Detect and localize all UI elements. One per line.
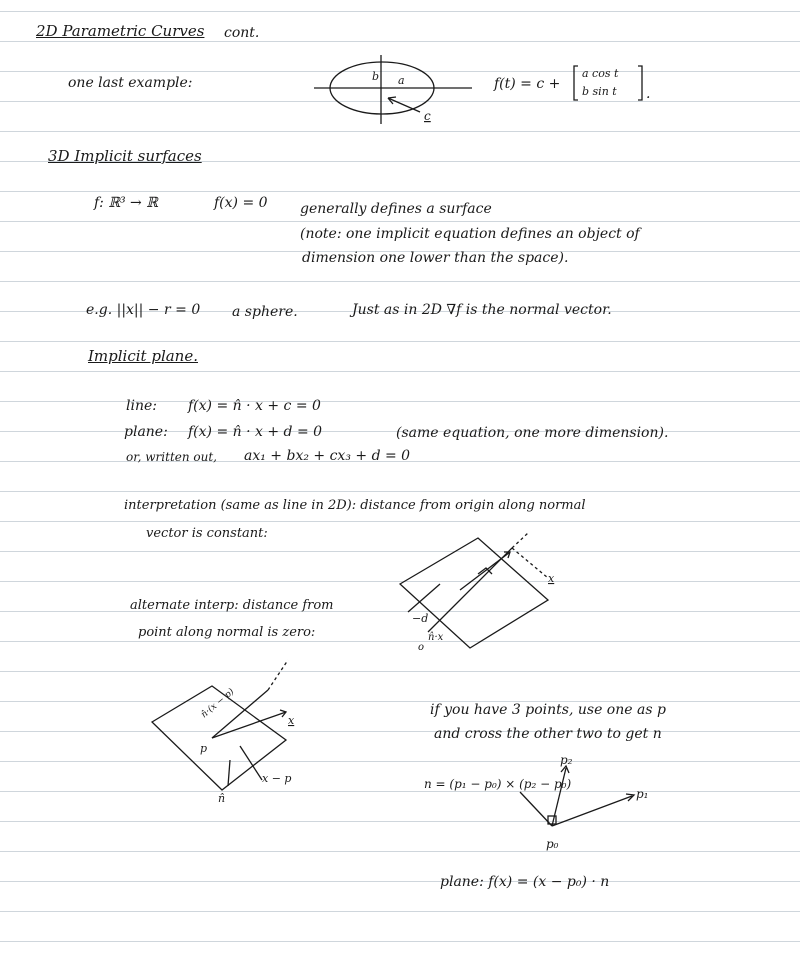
ellipse-figure — [314, 55, 472, 124]
mapping-r3-to-r: f: ℝ³ → ℝ — [94, 195, 158, 211]
parametric-formula-row2: b sin t — [582, 85, 617, 98]
implicit-equation: f(x) = 0 — [214, 195, 268, 211]
three-points-line-1: if you have 3 points, use one as p — [430, 702, 666, 718]
three-points-figure — [520, 766, 634, 826]
normal-cross-formula: n = (p₁ − p₀) × (p₂ − p₀) — [424, 777, 572, 791]
surface-line-3: dimension one lower than the space). — [302, 250, 569, 266]
plane-distance-figure — [400, 533, 548, 648]
surface-line-1: generally defines a surface — [300, 201, 492, 217]
heading-parametric-curves: 2D Parametric Curves — [36, 22, 205, 40]
p1-vector — [552, 796, 632, 826]
cont-note: cont. — [224, 25, 260, 41]
alternate-interp-line-2: point along normal is zero: — [138, 625, 316, 640]
cross-product-arrow — [520, 792, 552, 826]
fig2-label-x: x — [288, 714, 295, 727]
fig1-label-o: o — [418, 642, 425, 653]
plane-equation: f(x) = n̂ · x + d = 0 — [188, 424, 323, 440]
ellipse-label-b: b — [372, 70, 380, 83]
three-points-line-2: and cross the other two to get n — [434, 726, 662, 742]
fig2-label-nxp: n̂·(x − p) — [199, 687, 237, 721]
line-label: line: — [126, 398, 157, 414]
plane-equation-note: (same equation, one more dimension). — [396, 425, 669, 441]
interpretation-line-2: vector is constant: — [146, 526, 268, 541]
x-minus-p-vector — [212, 712, 286, 738]
fig1-label-x: x — [548, 572, 555, 585]
xp-pointer — [240, 746, 262, 780]
d-measure — [408, 584, 440, 612]
ellipse-label-c: c — [424, 109, 431, 123]
plane-final-equation: plane: f(x) = (x − p₀) · n — [440, 874, 610, 890]
n-pointer — [228, 760, 230, 786]
fig2-label-n: n̂ — [218, 792, 226, 805]
plane-label: plane: — [124, 424, 168, 440]
heading-implicit-plane: Implicit plane. — [88, 347, 198, 365]
ellipse-label-a: a — [398, 74, 405, 87]
parametric-formula-lhs: f(t) = c + — [494, 76, 561, 92]
x-vector — [460, 552, 510, 590]
fig1-label-nx: n̂·x — [428, 632, 444, 643]
fig3-label-p2: p₂ — [560, 753, 573, 767]
fig1-label-d: −d — [412, 612, 429, 625]
line-equation: f(x) = n̂ · x + c = 0 — [188, 398, 321, 414]
fig2-label-p: p — [200, 742, 208, 755]
sphere-example-label: a sphere. — [232, 304, 298, 320]
sphere-example-expr: e.g. ||x|| − r = 0 — [86, 302, 201, 318]
one-last-example: one last example: — [68, 75, 193, 91]
alternate-interp-line-1: alternate interp: distance from — [130, 598, 334, 613]
plane-parallelogram — [400, 538, 548, 648]
surface-line-2: (note: one implicit equation defines an object of — [300, 226, 640, 242]
fig3-label-p1: p₁ — [636, 787, 649, 801]
parametric-formula-row1: a cos t — [582, 67, 619, 80]
formula-period: . — [646, 86, 651, 102]
interpretation-line-1: interpretation (same as line in 2D): distance from origin along normal — [124, 498, 586, 513]
fig2-label-xp: x − p — [262, 772, 292, 785]
gradient-normal-note: Just as in 2D ∇f is the normal vector. — [352, 302, 612, 318]
written-out-label: or, written out, — [126, 450, 217, 464]
fig3-label-p0: p₀ — [546, 837, 559, 851]
ellipse-pointer-arrow — [388, 98, 420, 112]
written-out-equation: ax₁ + bx₂ + cx₃ + d = 0 — [244, 448, 411, 464]
point-normal-figure — [152, 660, 288, 790]
heading-implicit-surfaces: 3D Implicit surfaces — [48, 147, 202, 165]
